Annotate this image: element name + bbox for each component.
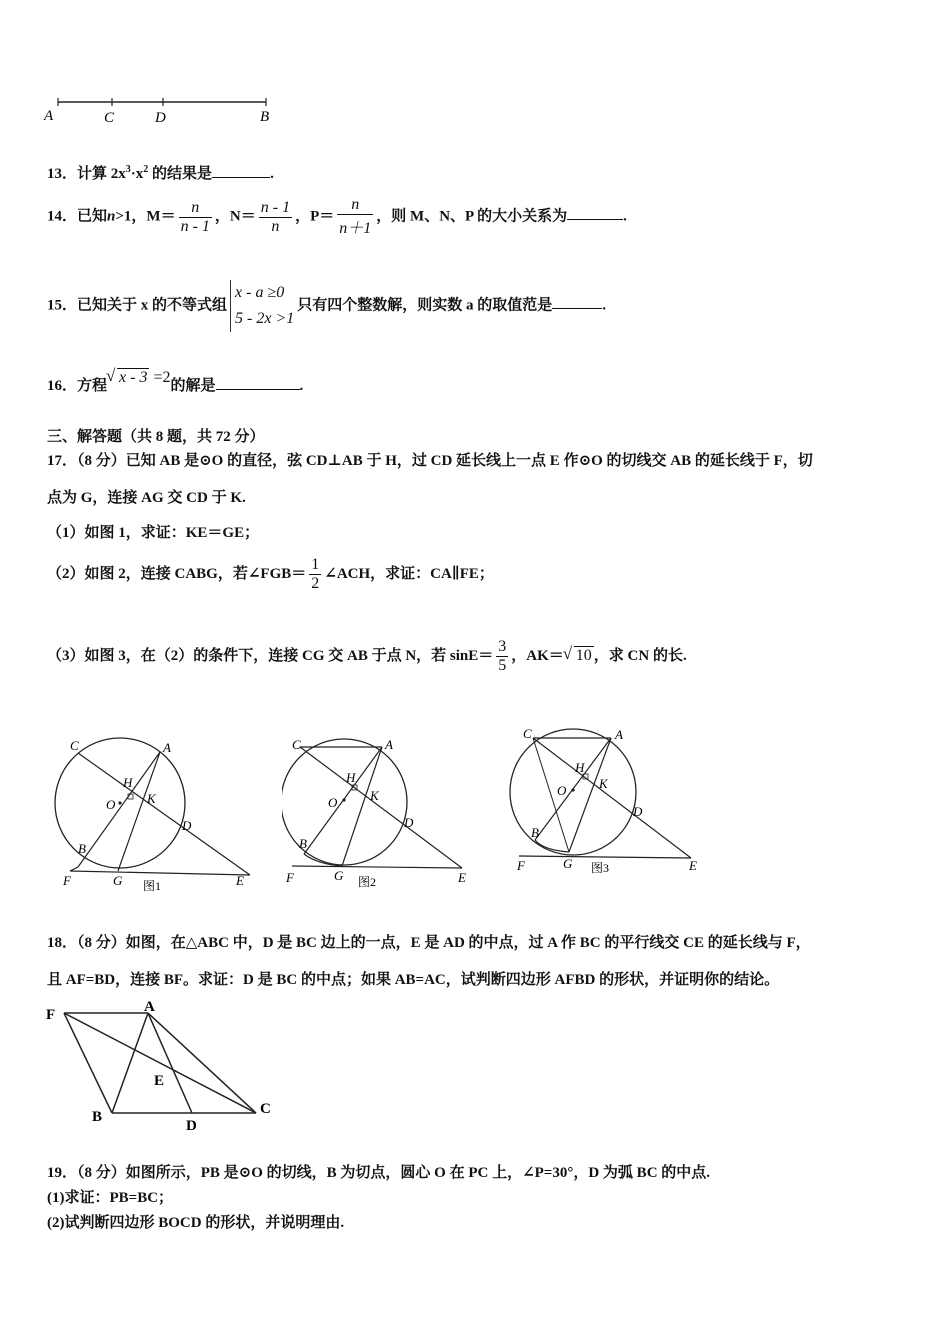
fraction-m: $\frac{n}{n - 1}$ [180, 198, 210, 235]
point-label: H [123, 775, 133, 790]
figure-2 [282, 732, 482, 892]
segment-label: A [44, 108, 54, 124]
question-19-part1: (1)求证：PB=BC； [47, 1190, 174, 1206]
point-label: F [63, 873, 71, 888]
answer-blank[interactable] [212, 165, 270, 178]
figure-caption: 图1 [143, 879, 162, 893]
point-label: O [328, 795, 338, 810]
point-label: D [186, 1118, 197, 1134]
figure-1 [50, 735, 265, 895]
question-17-part2: （2）如图 2，连接 CABG，若∠FGB＝ $\frac{1}{2}$ ∠ACH，求证：CA∥FE； [47, 556, 494, 592]
point-label: E [236, 873, 244, 888]
question-17-part3: （3）如图 3，在（2）的条件下，连接 CG 交 AB 于点 N，若 sinE＝ $\frac{3}{5}$ ，AK＝√ 10 ，求 CN 的长. [47, 638, 687, 675]
figure-caption: 图2 [358, 875, 377, 889]
point-label: K [370, 788, 379, 803]
answer-blank[interactable] [216, 377, 300, 390]
point-label: K [147, 791, 156, 806]
point-label: A [144, 999, 155, 1015]
point-label: C [260, 1101, 271, 1117]
segment-label: D [155, 110, 166, 126]
question-16: 16．方程√ x - 3 =2的解是 . [47, 374, 303, 395]
fraction-three-fifths: $\frac{3}{5}$ [498, 638, 507, 674]
question-18-line1: 18．（8 分）如图，在△ABC 中，D 是 BC 边上的一点，E 是 AD 的中点，过 A 作 BC 的平行线交 CE 的延长线与 F， [47, 935, 811, 951]
question-18-line2: 且 AF=BD，连接 BF。求证：D 是 BC 的中点；如果 AB=AC，试判断四边形 AFBD 的形状，并证明你的结论。 [47, 972, 780, 988]
segment-label: B [260, 109, 270, 125]
point-label: D [404, 815, 414, 830]
question-19-part2: (2)试判断四边形 BOCD 的形状，并说明理由. [47, 1215, 345, 1231]
answer-blank[interactable] [567, 207, 623, 220]
question-17-line1: 17．（8 分）已知 AB 是⊙O 的直径，弦 CD⊥AB 于 H，过 CD 延长线上一点 E 作⊙O 的切线交 AB 的延长线于 F，切 [47, 453, 813, 469]
point-label: F [286, 870, 294, 885]
point-label: D [633, 804, 643, 819]
point-label: B [92, 1109, 103, 1125]
point-label: A [385, 737, 393, 752]
question-19-line1: 19．（8 分）如图所示，PB 是⊙O 的切线，B 为切点，圆心 O 在 PC 上，∠P=30°，D 为弧 BC 的中点. [47, 1165, 711, 1181]
question-15: 15．已知关于 x 的不等式组 x - a ≥0 5 - 2x >1 只有四个整数解，则实数 a 的取值范是 . [47, 280, 606, 332]
point-label: F [517, 858, 525, 873]
point-label: E [458, 870, 466, 885]
point-label: B [78, 841, 86, 856]
point-label: C [523, 726, 532, 741]
point-label: H [575, 760, 585, 775]
point-label: G [113, 873, 123, 888]
answer-blank[interactable] [552, 296, 602, 309]
figure-18 [40, 995, 290, 1135]
figure-3 [505, 722, 705, 882]
point-label: H [346, 770, 356, 785]
question-17-part1: （1）如图 1，求证：KE＝GE； [47, 525, 260, 541]
inequality-system: x - a ≥0 5 - 2x >1 [230, 280, 294, 332]
section-heading: 三、解答题（共 8 题，共 72 分） [47, 429, 265, 445]
point-label: O [106, 797, 116, 812]
question-17-line2: 点为 G，连接 AG 交 CD 于 K. [47, 490, 246, 506]
sqrt-expression: √ x - 3 [117, 368, 149, 386]
point-label: F [46, 1007, 56, 1023]
point-label: G [334, 868, 344, 883]
figure-caption: 图3 [591, 861, 610, 875]
sqrt-ten: √ 10 [574, 646, 594, 664]
point-label: K [599, 776, 608, 791]
fraction-p: $\frac{n}{n+1}$ [339, 196, 372, 237]
fraction-n: $\frac{n - 1}{n}$ [260, 198, 291, 235]
point-label: G [563, 856, 573, 871]
point-label: C [70, 738, 79, 753]
question-14: 14．已知n>1，M＝ $\frac{n}{n - 1}$ ，N＝ $\frac{n - 1}{n}$ ，P＝ $\frac{n}{n+1}$ ，则 M、N、P 的大小关系为 . [47, 196, 627, 237]
point-label: E [154, 1073, 165, 1089]
point-label: D [182, 818, 192, 833]
point-label: A [615, 727, 623, 742]
question-13: 13．计算 $2x^3\cdot x^2$ 的结果是 . [47, 164, 274, 182]
segment-label: C [104, 110, 115, 126]
fraction-half: $\frac{1}{2}$ [311, 556, 320, 592]
segment-figure [40, 92, 290, 132]
point-label: B [531, 825, 539, 840]
point-label: B [299, 836, 307, 851]
point-label: C [292, 737, 301, 752]
point-label: O [557, 783, 567, 798]
point-label: A [163, 740, 171, 755]
point-label: E [689, 858, 697, 873]
